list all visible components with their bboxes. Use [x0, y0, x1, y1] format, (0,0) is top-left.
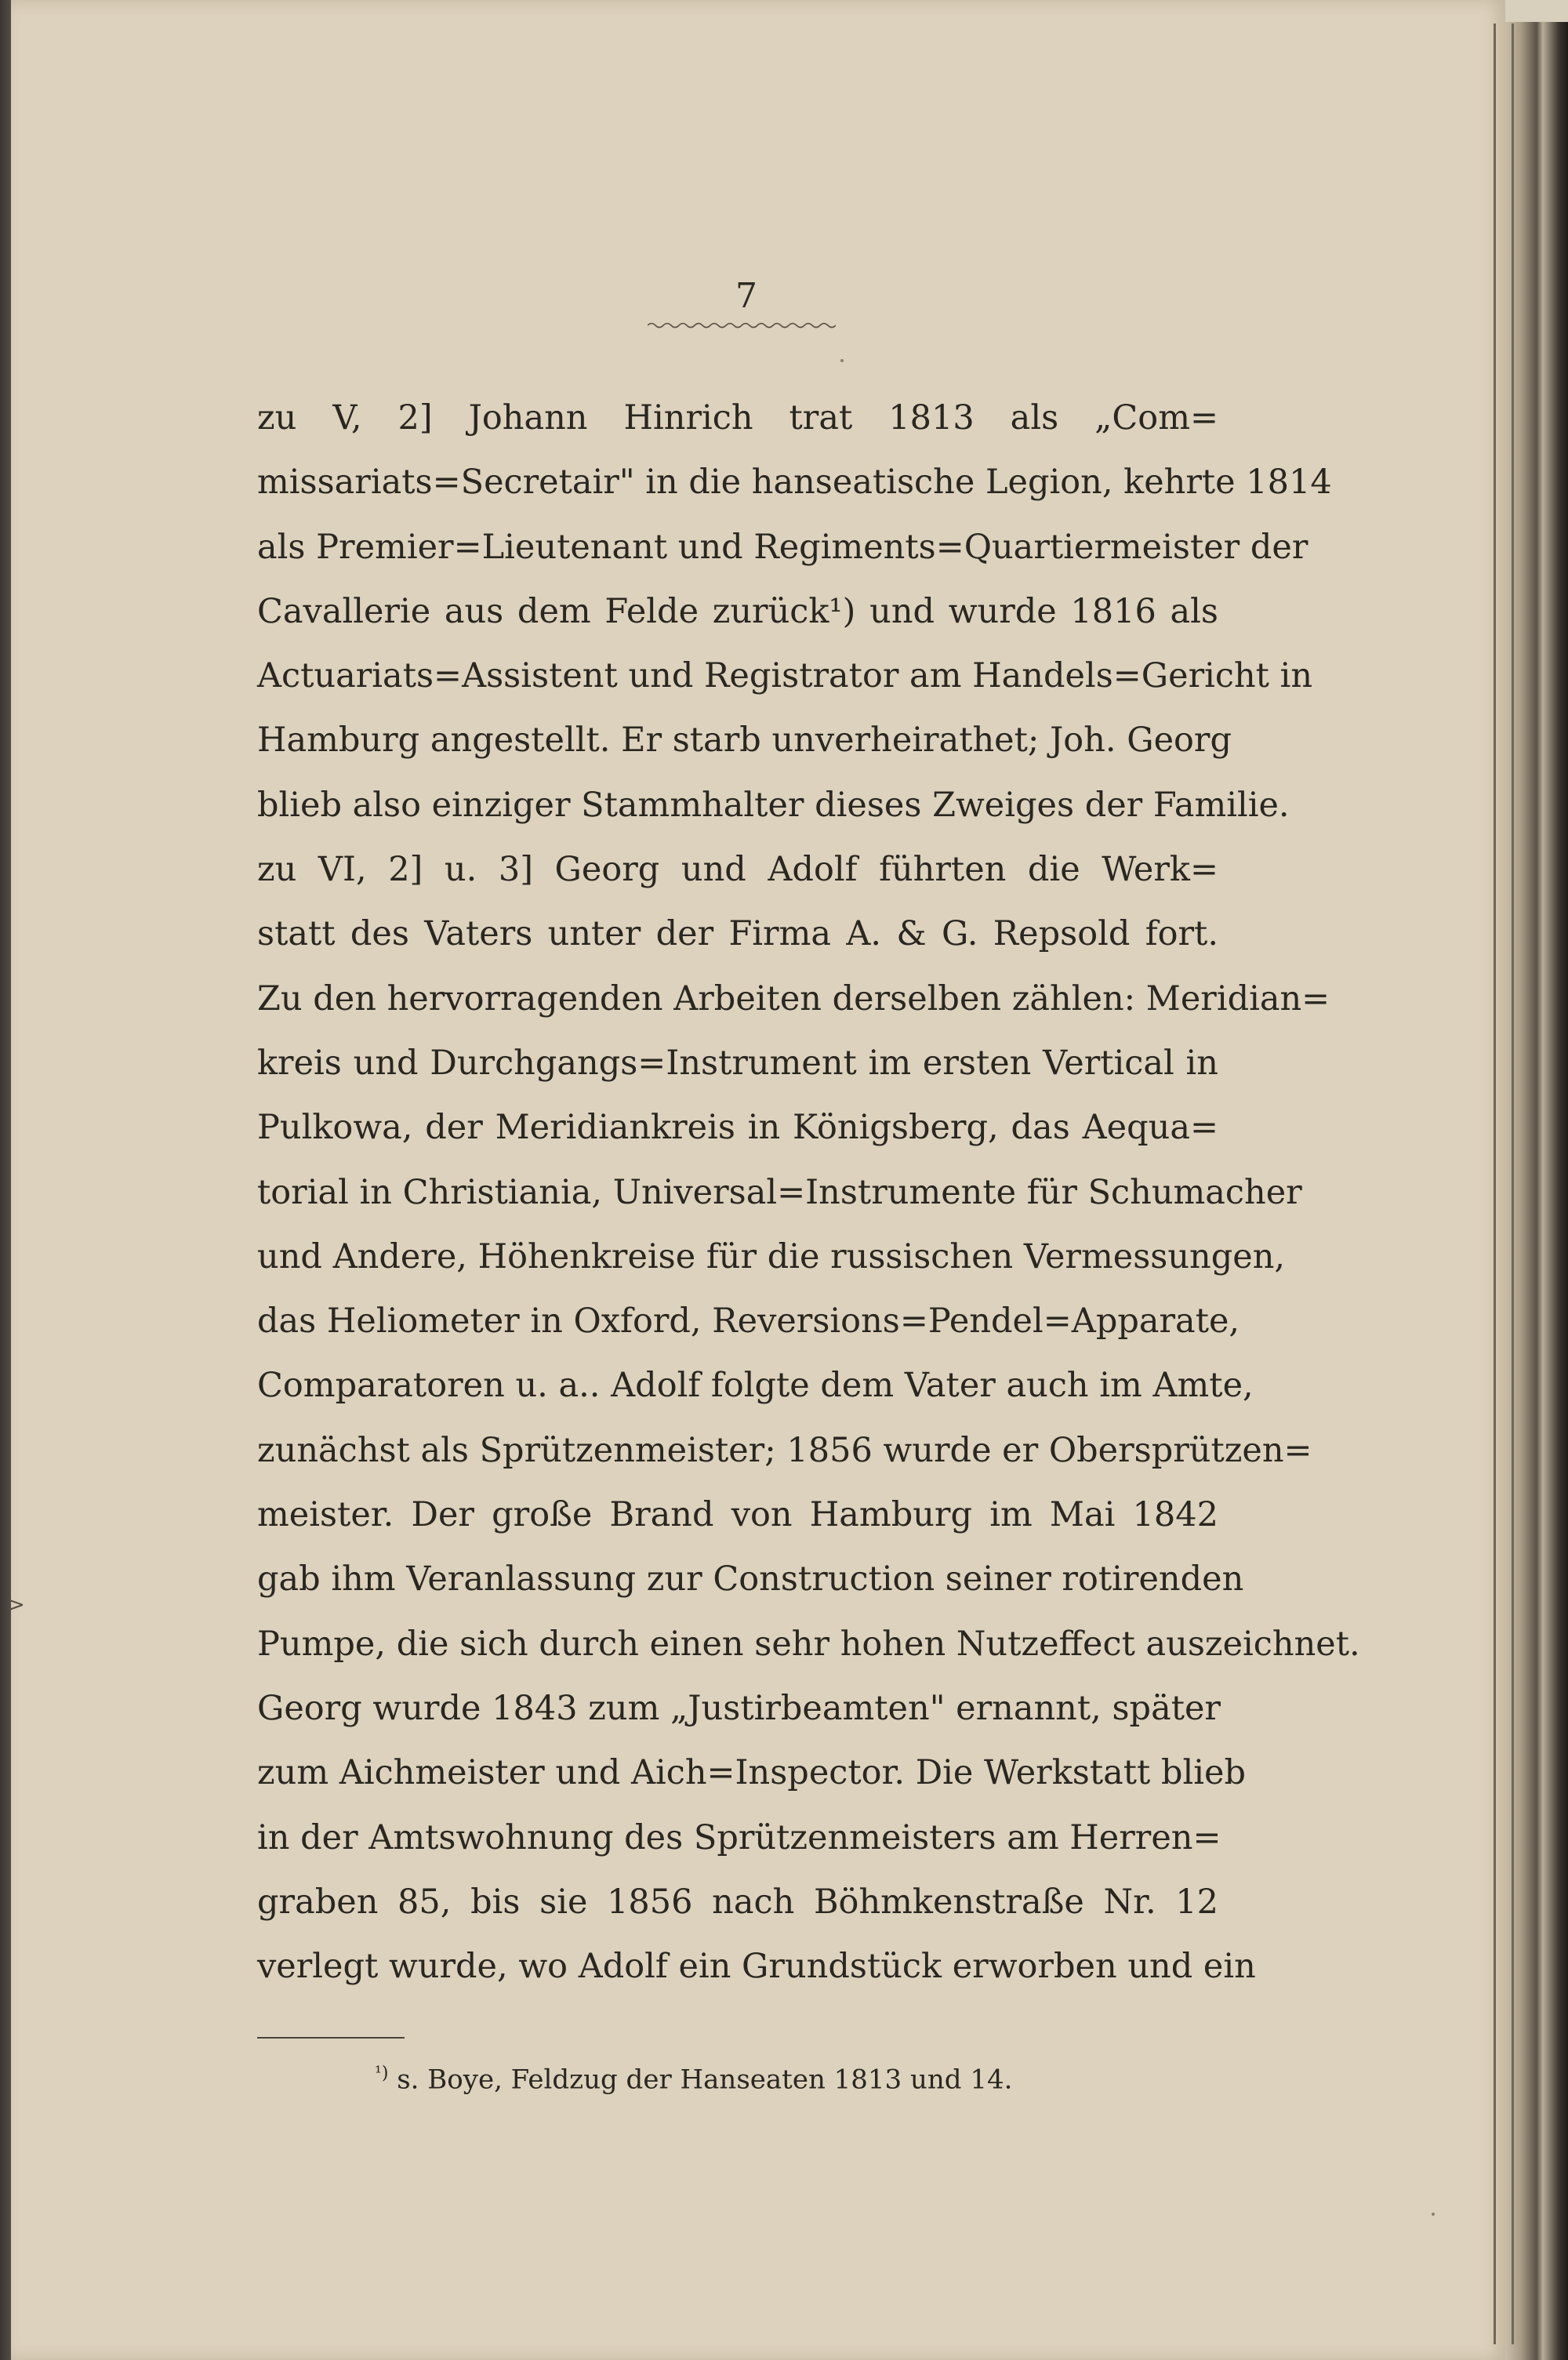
page-number: 7	[735, 276, 757, 316]
text-line-1: zu V, 2] Johann Hinrich trat 1813 als „Com=	[257, 398, 1218, 438]
body-text	[257, 386, 1360, 1999]
text-line-9: statt des Vaters unter der Firma A. & G. Repsold fort.	[257, 914, 1218, 954]
text-line-13: torial in Christiania, Universal=Instrumente für Schumacher	[257, 1172, 1302, 1212]
text-line-15: das Heliometer in Oxford, Reversions=Pendel=Apparate,	[257, 1302, 1240, 1342]
footnote	[375, 2064, 1012, 2095]
footnote-rule	[257, 2037, 405, 2039]
text-line-8: zu VI, 2] u. 3] Georg und Adolf führten die Werk=	[257, 850, 1218, 890]
decorative-wave-rule	[648, 320, 836, 331]
text-line-10: Zu den hervorragenden Arbeiten derselben zählen: Meridian=	[257, 978, 1330, 1018]
footnote-marker: ¹)	[375, 2064, 389, 2083]
text-line-3: als Premier=Lieutenant und Regiments=Quartiermeister der	[257, 527, 1308, 567]
text-line-2: missariats=Secretair" in die hanseatische Legion, kehrte 1814	[257, 463, 1332, 503]
page-stack-edge	[1505, 22, 1568, 2360]
text-line-23: in der Amtswohnung des Sprützenmeisters am Herren=	[257, 1817, 1221, 1857]
text-line-17: zunächst als Sprützenmeister; 1856 wurde er Obersprützen=	[257, 1430, 1312, 1470]
text-line-4: Cavallerie aus dem Felde zurück¹) und wurde 1816 als	[257, 591, 1218, 631]
text-line-11: kreis und Durchgangs=Instrument im ersten Vertical in	[257, 1043, 1218, 1083]
text-line-5: Actuariats=Assistent und Registrator am Handels=Gericht in	[257, 656, 1313, 696]
page-edge-line	[1494, 24, 1496, 2344]
text-line-25: verlegt wurde, wo Adolf ein Grundstück erworben und ein	[257, 1947, 1256, 1987]
text-line-6: Hamburg angestellt. Er starb unverheirathet; Joh. Georg	[257, 721, 1232, 761]
book-page	[11, 0, 1505, 2360]
text-line-21: Georg wurde 1843 zum „Justirbeamten" ernannt, später	[257, 1688, 1221, 1728]
text-line-7: blieb also einziger Stammhalter dieses Zweiges der Familie.	[257, 785, 1290, 825]
text-line-12: Pulkowa, der Meridiankreis in Königsberg, das Aequa=	[257, 1108, 1218, 1148]
text-line-20: Pumpe, die sich durch einen sehr hohen Nutzeffect auszeichnet.	[257, 1624, 1360, 1664]
text-line-16: Comparatoren u. a.. Adolf folgte dem Vater auch im Amte,	[257, 1366, 1254, 1406]
text-line-19: gab ihm Veranlassung zur Construction seiner rotirenden	[257, 1559, 1244, 1599]
margin-mark: >	[8, 1593, 25, 1617]
text-line-18: meister. Der große Brand von Hamburg im Mai 1842	[257, 1495, 1218, 1535]
text-line-14: und Andere, Höhenkreise für die russischen Vermessungen,	[257, 1236, 1286, 1276]
text-line-24: graben 85, bis sie 1856 nach Böhmkenstraße Nr. 12	[257, 1882, 1218, 1922]
text-line-22: zum Aichmeister und Aich=Inspector. Die Werkstatt blieb	[257, 1753, 1247, 1793]
paper-speck	[1432, 2213, 1435, 2216]
footnote-text: s. Boye, Feldzug der Hanseaten 1813 und 14.	[397, 2064, 1013, 2096]
page-edge-line	[1512, 24, 1514, 2344]
paper-speck	[840, 359, 844, 362]
